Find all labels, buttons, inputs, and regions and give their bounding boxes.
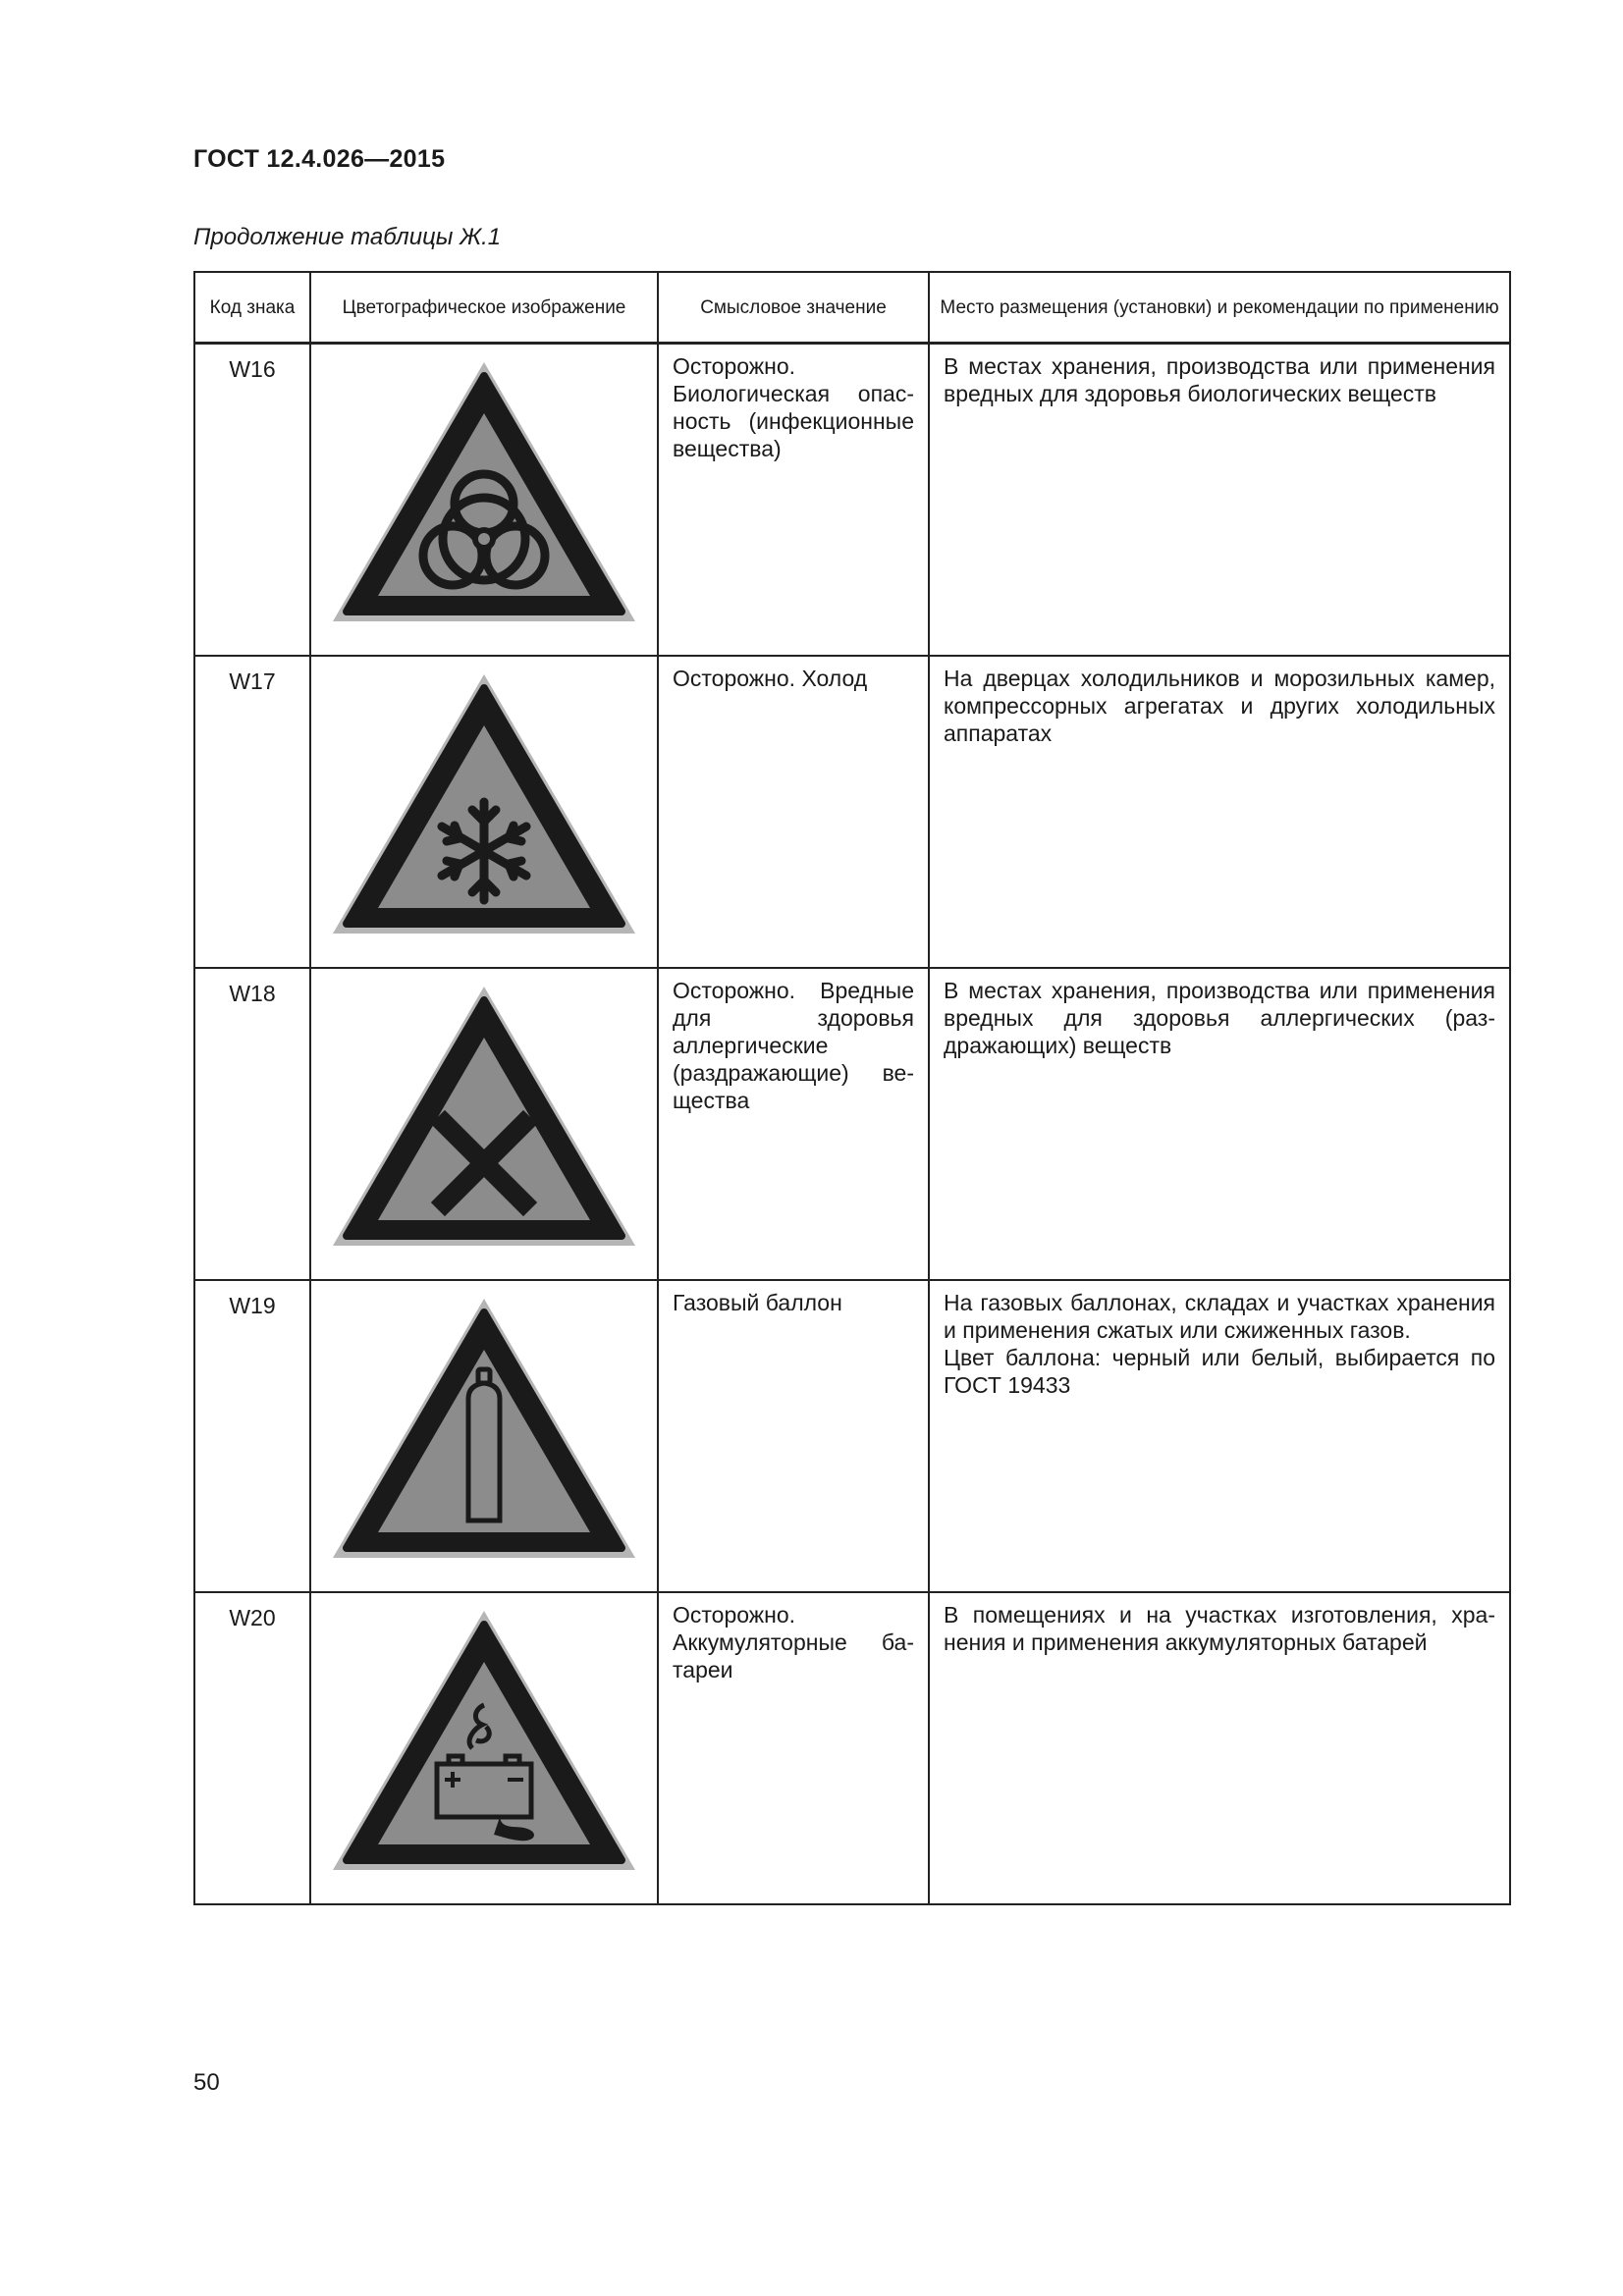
table-row xyxy=(194,968,1510,1280)
sign-code: W19 xyxy=(194,1280,310,1592)
sign-placement xyxy=(929,968,1510,1280)
placement-text: Цвет баллона: черный или белый, выбирается по ГОСТ 19433 xyxy=(944,1345,1495,1398)
document-header: ГОСТ 12.4.026—2015 xyxy=(193,145,446,173)
sign-placement xyxy=(929,656,1510,968)
sign-code: W16 xyxy=(194,344,310,657)
sign-image xyxy=(310,1280,658,1592)
battery-icon xyxy=(327,1603,641,1880)
snowflake-icon xyxy=(327,667,641,943)
sign-placement xyxy=(929,344,1510,657)
sign-code: W17 xyxy=(194,656,310,968)
table-row xyxy=(194,344,1510,657)
placement-text: В местах хранения, производства или применения вредных для здоровья биологических веществ xyxy=(944,353,1495,406)
header-placement: Место размещения (установки) и рекомендации по применению xyxy=(929,272,1510,344)
sign-placement xyxy=(929,1592,1510,1904)
placement-text: На дверцах холодильников и морозильных камер, компрессорных агрегатах и других холодильных аппаратах xyxy=(944,666,1495,746)
table-row xyxy=(194,1592,1510,1904)
placement-text: В местах хранения, производства или применения вредных для здоровья аллергических (раздражающих) веществ xyxy=(944,978,1495,1058)
sign-code: W18 xyxy=(194,968,310,1280)
sign-meaning: Осторожно. Холод xyxy=(658,656,929,968)
sign-image xyxy=(310,968,658,1280)
sign-meaning: Осторожно. Аккумуляторные батареи xyxy=(658,1592,929,1904)
placement-text: В помещениях и на участках изготовления, хранения и применения аккумуляторных батарей xyxy=(944,1602,1495,1655)
placement-text: На газовых баллонах, складах и участках хранения и применения сжатых или сжиженных газов. xyxy=(944,1290,1495,1343)
sign-meaning: Осторожно. Вредные для здоровья аллергические (раздражающие) вещества xyxy=(658,968,929,1280)
cross-x-icon xyxy=(327,979,641,1255)
header-image: Цветографическое изображение xyxy=(310,272,658,344)
sign-code: W20 xyxy=(194,1592,310,1904)
sign-meaning: Газовый баллон xyxy=(658,1280,929,1592)
sign-image xyxy=(310,344,658,657)
page-number: 50 xyxy=(193,2069,220,2096)
table-row xyxy=(194,1280,1510,1592)
sign-placement xyxy=(929,1280,1510,1592)
signs-table xyxy=(193,271,1511,1905)
sign-image xyxy=(310,656,658,968)
table-caption: Продолжение таблицы Ж.1 xyxy=(193,224,502,250)
biohazard-icon xyxy=(327,354,641,631)
sign-meaning: Осторожно. Биологическая опасность (инфекционные вещества) xyxy=(658,344,929,657)
gas-cylinder-icon xyxy=(327,1291,641,1568)
table-row xyxy=(194,656,1510,968)
sign-image xyxy=(310,1592,658,1904)
header-meaning: Смысловое значение xyxy=(658,272,929,344)
table-header-row xyxy=(194,272,1510,344)
header-code: Код знака xyxy=(194,272,310,344)
